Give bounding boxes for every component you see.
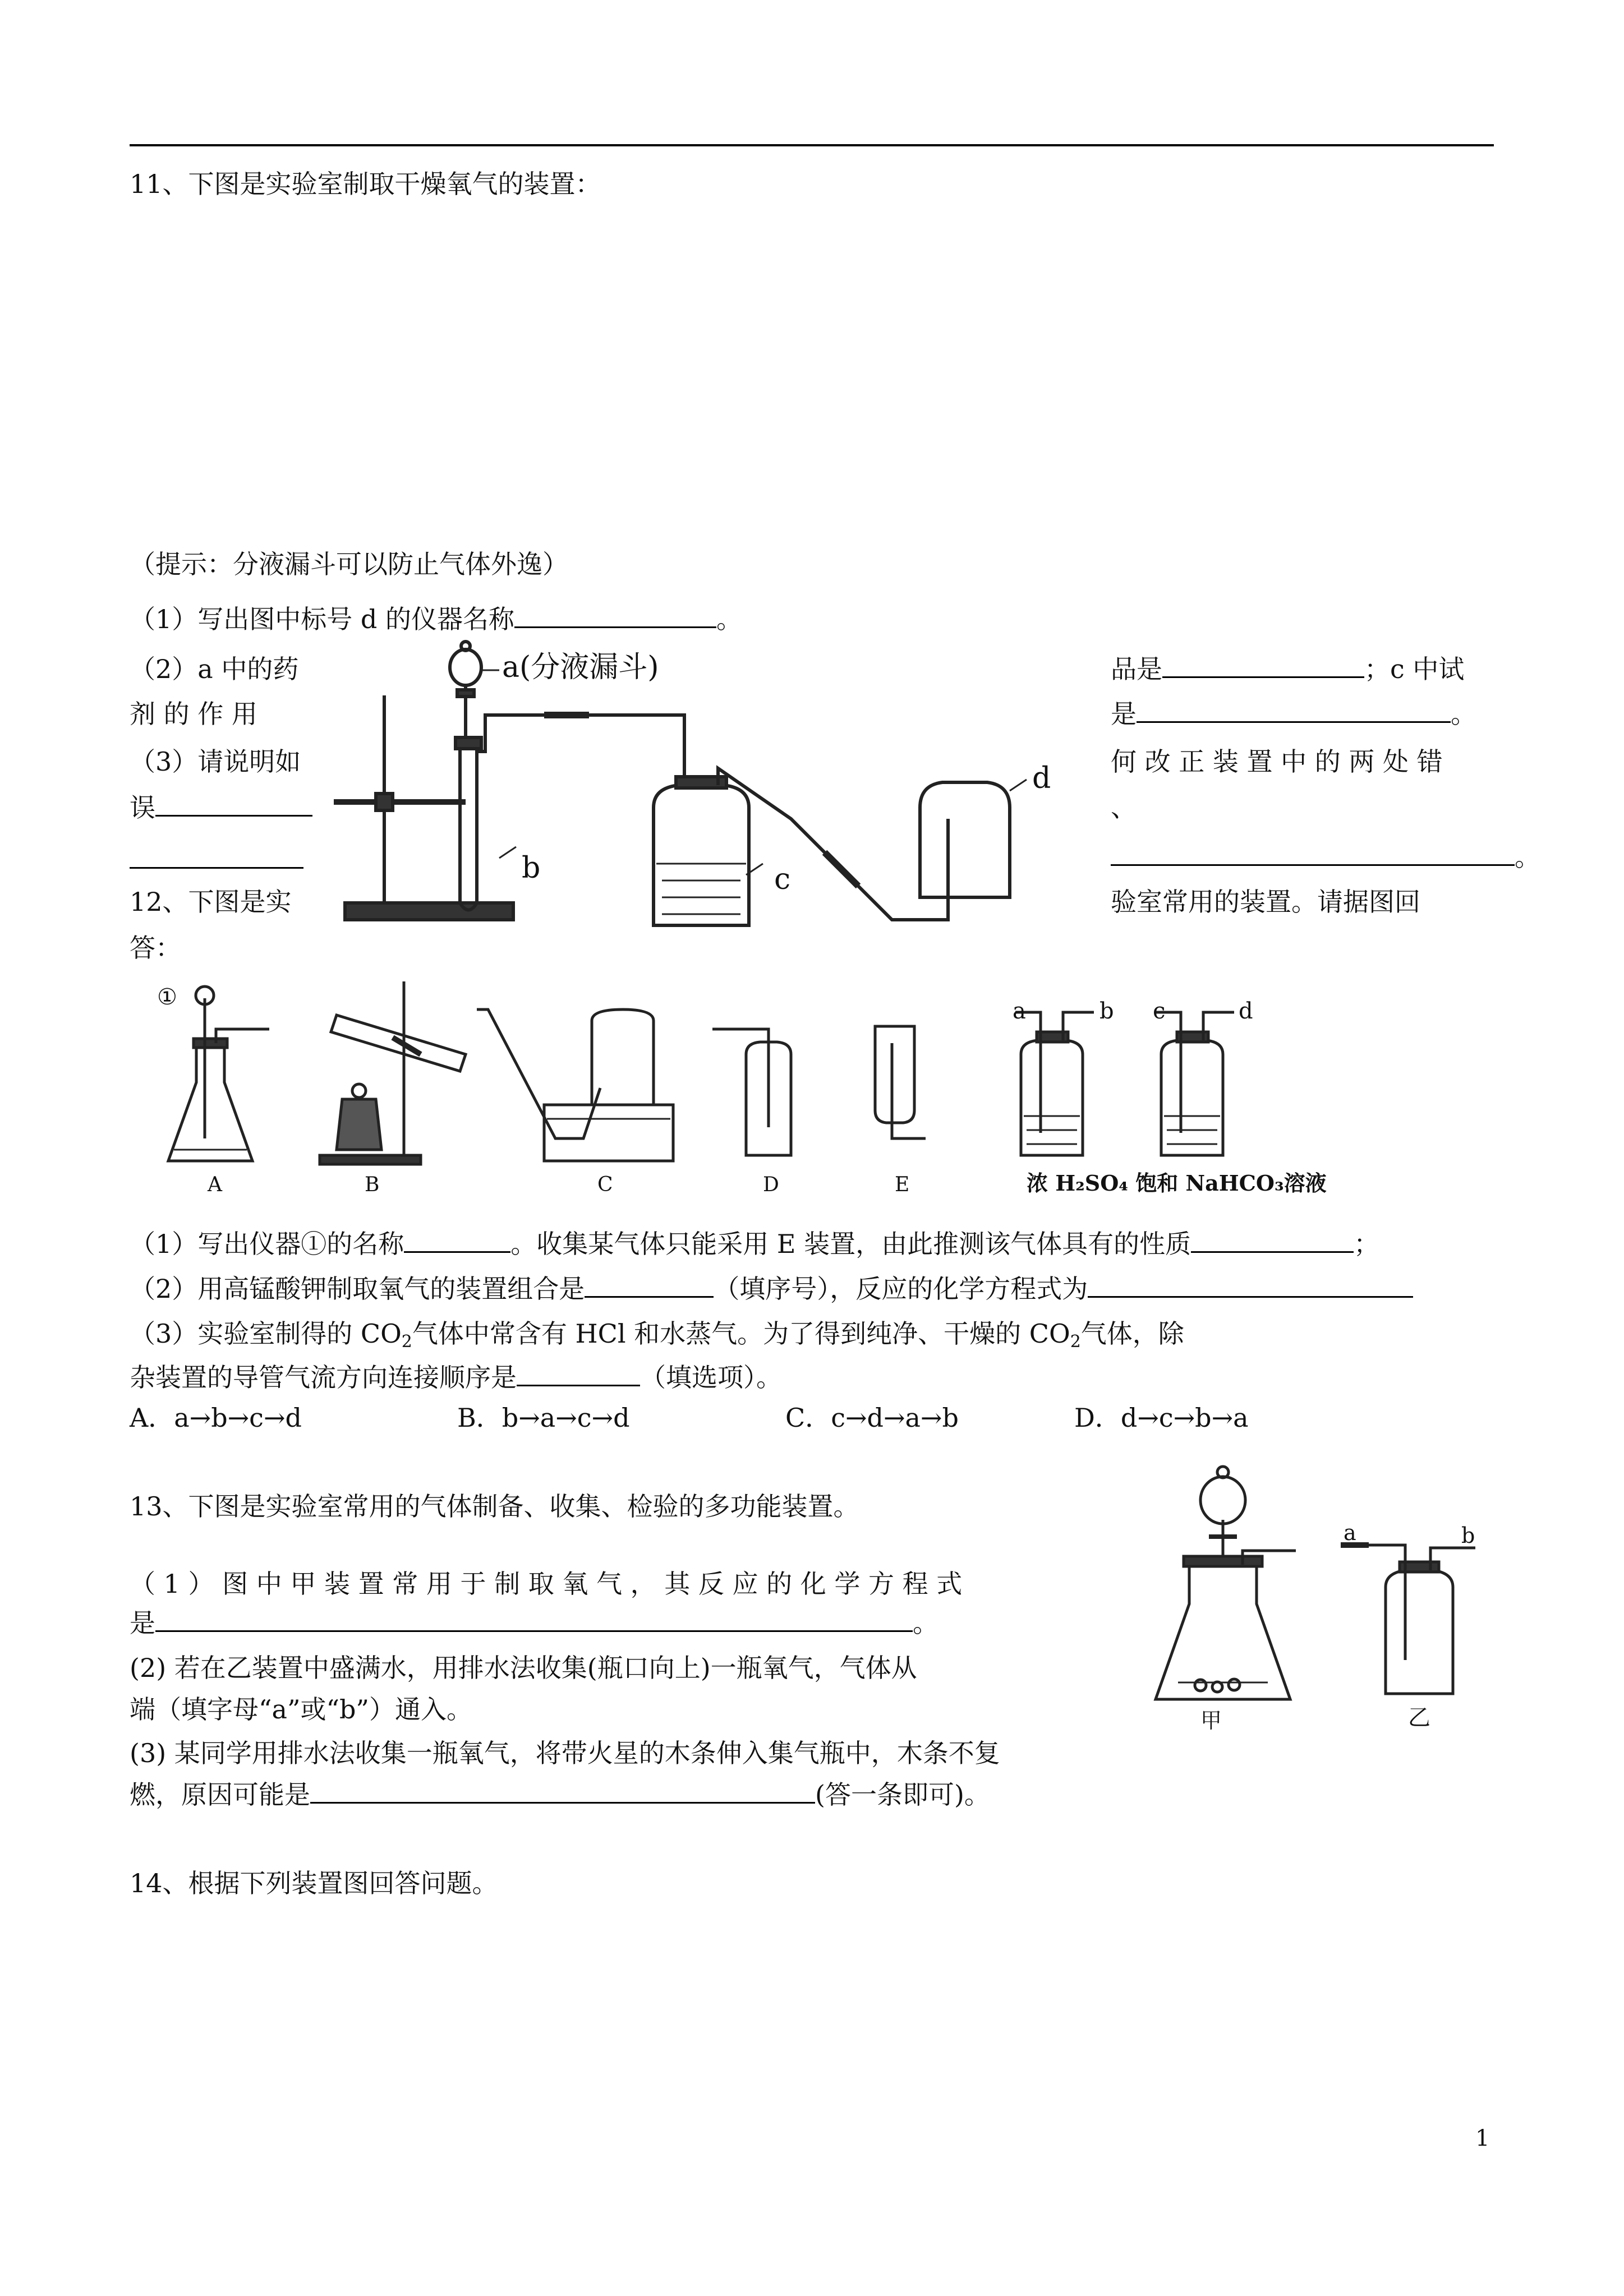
answer-blank[interactable] [1191, 1229, 1354, 1253]
q12-option-b[interactable]: B．b→a→c→d [457, 1403, 630, 1433]
q13-part1-line2: 是 。 [130, 1608, 938, 1638]
q12-apparatus-figure [151, 976, 1327, 1200]
q11-part3-right-b: 、 [1111, 792, 1137, 823]
q12-part2: （2）用高锰酸钾制取氧气的装置组合是 （填序号），反应的化学方程式为 [130, 1273, 1413, 1304]
figure-label-c: c [774, 863, 791, 896]
figure-label-a: a(分液漏斗) [502, 651, 659, 684]
q12-part3-line1: （3）实验室制得的 $CO_2$气体中常含有 HCl 和水蒸气。为了得到纯净、干燥的 $CO_2$气体，除 [130, 1318, 1184, 1352]
answer-blank[interactable] [155, 1608, 913, 1632]
q13-apparatus-figure [1144, 1458, 1492, 1739]
q11-part3-left-b: 误 [130, 792, 312, 823]
answer-blank[interactable] [130, 867, 303, 869]
answer-blank[interactable] [1088, 1274, 1413, 1298]
answer-blank[interactable] [404, 1229, 510, 1253]
q11-part2-right-b: 是 。 [1111, 699, 1476, 729]
q12-part1: （1）写出仪器①的名称 。收集某气体只能采用 E 装置，由此推测该气体具有的性质 ； [130, 1229, 1380, 1259]
figure-label-c: c [1153, 998, 1166, 1024]
answer-blank[interactable] [1137, 699, 1451, 723]
answer-blank[interactable] [585, 1274, 714, 1298]
q13-part3-line1: (3) 某同学用排水法收集一瓶氧气，将带火星的木条伸入集气瓶中，木条不复 [130, 1738, 1000, 1768]
q11-part2-left-a: （2）a 中的药 [130, 654, 299, 684]
figure-label-a: a [1344, 1520, 1356, 1545]
q12-option-d[interactable]: D．d→c→b→a [1074, 1403, 1249, 1433]
q12-title-right: 验室常用的装置。请据图回 [1111, 887, 1420, 917]
figure-label-b: b [522, 851, 541, 885]
q12-option-a[interactable]: A．a→b→c→d [130, 1403, 302, 1433]
figure-label-yi: 乙 [1408, 1705, 1430, 1731]
answer-blank[interactable] [155, 792, 312, 817]
header-rule [130, 144, 1494, 146]
figure-caption: 浓 H₂SO₄ 饱和 NaHCO₃溶液 [1027, 1170, 1327, 1196]
q11-part2-left-b: 剂 的 作 用 [130, 699, 257, 729]
answer-blank[interactable] [514, 604, 716, 628]
q11-part1: （1）写出图中标号 d 的仪器名称 。 [130, 604, 742, 634]
q12-part3-line2: 杂装置的导管气流方向连接顺序是 （填选项）。 [130, 1362, 782, 1393]
figure-label-E: E [895, 1173, 910, 1196]
q12-option-c[interactable]: C．c→d→a→b [785, 1403, 959, 1433]
answer-blank[interactable] [310, 1779, 815, 1804]
page-number: 1 [1475, 2126, 1490, 2151]
figure-label-B: B [365, 1173, 380, 1196]
q11-part2-right-a: 品是 ；c 中试 [1111, 654, 1465, 684]
figure-label-d: d [1239, 998, 1253, 1024]
q13-part3-line2: 燃，原因可能是 (答一条即可)。 [130, 1779, 990, 1810]
q13-part1-line1: （ 1 ） 图 中 甲 装 置 常 用 于 制 取 氧 气 ， 其 反 应 的 化 学 方 程 式 [130, 1569, 963, 1599]
q12-title-left: 12、下图是实 [130, 887, 292, 917]
figure-label-a: a [1013, 998, 1026, 1024]
figure-label-C: C [597, 1173, 613, 1196]
q13-title: 13、下图是实验室常用的气体制备、收集、检验的多功能装置。 [130, 1491, 859, 1522]
q13-part2-line2: 端（填字母“a”或“b”）通入。 [130, 1694, 472, 1725]
answer-blank[interactable] [1162, 654, 1364, 678]
q13-part2-line1: (2) 若在乙装置中盛满水，用排水法收集(瓶口向上)一瓶氧气，气体从 [130, 1653, 917, 1683]
figure-circle-1: ① [157, 984, 177, 1010]
q11-part3-left-a: （3）请说明如 [130, 746, 301, 777]
q11-apparatus-figure [331, 639, 1071, 942]
q12-title-cont: 答： [130, 933, 181, 963]
figure-label-b: b [1461, 1523, 1475, 1548]
q11-part3-right-a: 何 改 正 装 置 中 的 两 处 错 [1111, 746, 1443, 777]
figure-label-d: d [1032, 762, 1051, 795]
figure-label-D: D [763, 1173, 779, 1196]
q11-hint: （提示：分液漏斗可以防止气体外逸） [130, 549, 568, 579]
figure-label-b: b [1099, 998, 1114, 1024]
answer-blank[interactable] [517, 1362, 640, 1386]
figure-label-A: A [208, 1173, 222, 1196]
q14-title: 14、根据下列装置图回答问题。 [130, 1868, 498, 1898]
q11-part3-right-c: 。 [1111, 841, 1540, 873]
q11-title: 11、下图是实验室制取干燥氧气的装置： [130, 169, 601, 199]
answer-blank[interactable] [1111, 842, 1515, 866]
figure-label-jia: 甲 [1200, 1708, 1222, 1733]
